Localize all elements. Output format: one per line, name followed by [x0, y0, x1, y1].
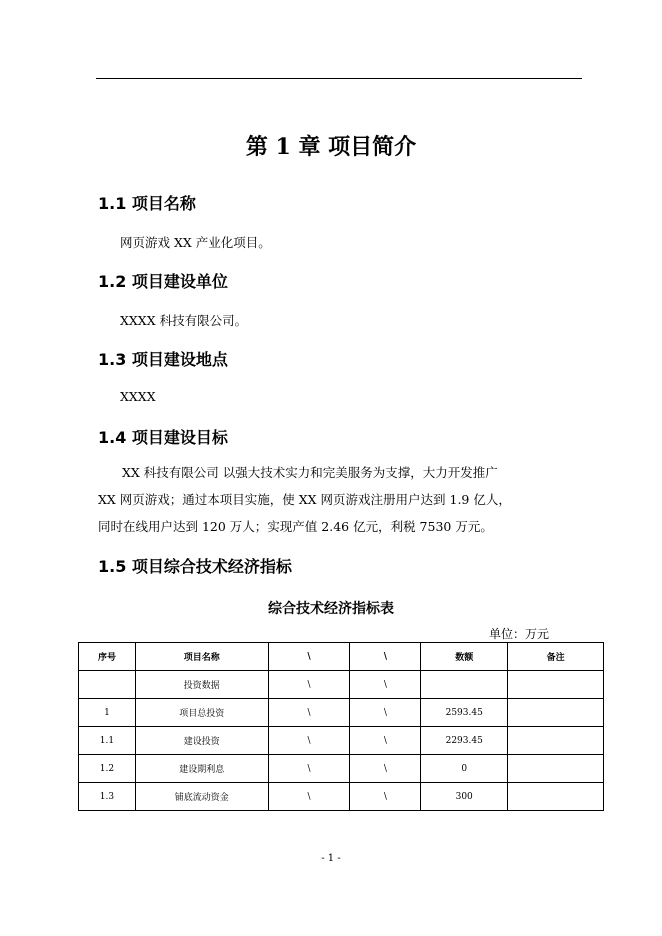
table-cell: 投资数据 [135, 671, 268, 699]
table-title: 综合技术经济指标表 [268, 601, 394, 617]
chapter-title [0, 130, 662, 161]
table-cell [421, 671, 508, 699]
chapter-number: 1 [275, 134, 291, 160]
section-heading-1-2: 1.2 项目建设单位 [98, 272, 228, 291]
table-cell: 建设期利息 [135, 755, 268, 783]
table-cell: \ [350, 755, 421, 783]
section-heading-1-3: 1.3 项目建设地点 [98, 350, 228, 369]
table-header-cell: 备注 [508, 643, 604, 671]
table-cell [508, 755, 604, 783]
table-row [79, 671, 604, 699]
chapter-prefix: 第 [245, 134, 268, 160]
table-cell: \ [350, 783, 421, 811]
table-header-cell: 项目名称 [135, 643, 268, 671]
table-cell: 1.2 [79, 755, 136, 783]
table-cell [508, 699, 604, 727]
paragraph-line: 同时在线用户达到 120 万人；实现产值 2.46 亿元，利税 7530 万元。 [98, 519, 493, 534]
table-cell: \ [350, 671, 421, 699]
table-row [79, 699, 604, 727]
section-heading-1-1: 1.1 项目名称 [98, 194, 196, 213]
table-cell: 300 [421, 783, 508, 811]
table-cell: 1 [79, 699, 136, 727]
table-cell: \ [350, 727, 421, 755]
table-cell: 铺底流动资金 [135, 783, 268, 811]
table-header-cell: \ [268, 643, 350, 671]
table-unit: 单位：万元 [489, 627, 550, 641]
indicator-table [78, 642, 604, 811]
table-header-cell: 序号 [79, 643, 136, 671]
table-cell [79, 671, 136, 699]
table-cell [508, 727, 604, 755]
section-body-1-2: XXXX 科技有限公司。 [120, 313, 248, 328]
table-header-cell: \ [350, 643, 421, 671]
header-rule [96, 78, 582, 79]
table-cell [508, 783, 604, 811]
paragraph-line: XX 科技有限公司 以强大技术实力和完美服务为支撑，大力开发推广 [122, 465, 498, 480]
table-cell: 1.1 [79, 727, 136, 755]
table-cell: 0 [421, 755, 508, 783]
table-cell: \ [350, 699, 421, 727]
section-heading-1-4: 1.4 项目建设目标 [98, 428, 228, 447]
table-row [79, 755, 604, 783]
table-row [79, 783, 604, 811]
table-cell: 2593.45 [421, 699, 508, 727]
table-header-cell: 数额 [421, 643, 508, 671]
table-cell: 1.3 [79, 783, 136, 811]
paragraph-line: XX 网页游戏；通过本项目实施，使 XX 网页游戏注册用户达到 1.9 亿人， [98, 492, 511, 507]
section-body-1-4 [98, 459, 588, 540]
section-heading-1-5: 1.5 项目综合技术经济指标 [98, 557, 292, 576]
table-row [79, 727, 604, 755]
page-number: - 1 - [321, 853, 341, 864]
table-header-row [79, 643, 604, 671]
table-cell: \ [268, 727, 350, 755]
table-cell: 建设投资 [135, 727, 268, 755]
table-cell [508, 671, 604, 699]
table-cell: \ [268, 783, 350, 811]
table-cell: \ [268, 699, 350, 727]
table-cell: \ [268, 755, 350, 783]
table-cell: 项目总投资 [135, 699, 268, 727]
chapter-suffix: 章 项目简介 [298, 134, 417, 160]
table-cell: 2293.45 [421, 727, 508, 755]
table-cell: \ [268, 671, 350, 699]
section-body-1-1: 网页游戏 XX 产业化项目。 [120, 235, 271, 250]
section-body-1-3: XXXX [120, 389, 156, 404]
